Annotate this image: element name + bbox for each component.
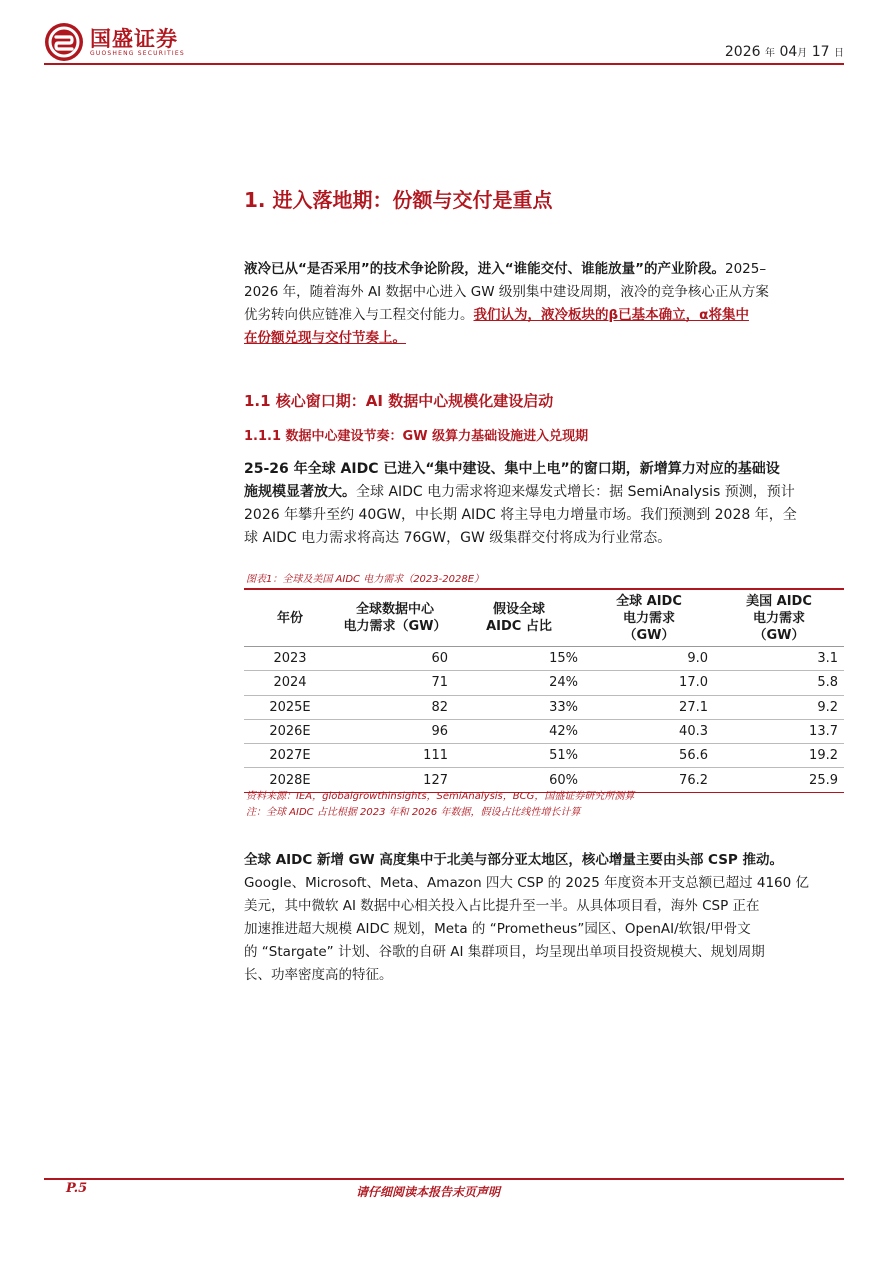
table-row bbox=[244, 647, 844, 671]
cell-year: 2026E bbox=[244, 719, 336, 743]
header-divider bbox=[44, 63, 844, 65]
cell-global-dc: 82 bbox=[336, 695, 454, 719]
logo-mark-icon bbox=[44, 22, 84, 62]
logo-english-name: GUOSHENG SECURITIES bbox=[90, 50, 185, 57]
aidc-power-demand-table bbox=[244, 590, 844, 793]
table-row bbox=[244, 695, 844, 719]
cell-us-aidc: 5.8 bbox=[714, 671, 844, 695]
intro-line-4 bbox=[244, 327, 844, 350]
footer-disclaimer: 请仔细阅读本报告末页声明 bbox=[356, 1185, 501, 1199]
intro-line-1 bbox=[244, 258, 844, 281]
cell-share: 42% bbox=[454, 719, 584, 743]
intro-line-1-rest: 2025– bbox=[725, 261, 767, 277]
cell-share: 60% bbox=[454, 768, 584, 792]
cell-year: 2027E bbox=[244, 744, 336, 768]
company-logo bbox=[44, 20, 194, 64]
cell-year: 2024 bbox=[244, 671, 336, 695]
cell-global-aidc: 9.0 bbox=[584, 647, 714, 671]
date-month-unit: 月 bbox=[797, 48, 808, 59]
intro-line-2: 2026 年，随着海外 AI 数据中心进入 GW 级别集中建设周期，液冷的竞争核心正从方案 bbox=[244, 284, 769, 300]
intro-highlight-2: 在份额兑现与交付节奏上。 bbox=[244, 330, 406, 346]
csp-bold-text: 全球 AIDC 新增 GW 高度集中于北美与部分亚太地区，核心增量主要由头部 CSP 推动。 bbox=[244, 852, 784, 868]
cell-global-dc: 96 bbox=[336, 719, 454, 743]
aidc-bold-2: 施规模显著放大。 bbox=[244, 484, 356, 500]
csp-line-6: 长、功率密度高的特征。 bbox=[244, 967, 393, 983]
cell-global-dc: 60 bbox=[336, 647, 454, 671]
cell-global-aidc: 17.0 bbox=[584, 671, 714, 695]
cell-us-aidc: 13.7 bbox=[714, 719, 844, 743]
table-header-row bbox=[244, 590, 844, 647]
date-month: 04 bbox=[779, 44, 798, 60]
cell-year: 2025E bbox=[244, 695, 336, 719]
table-row bbox=[244, 744, 844, 768]
aidc-line-2-rest: 全球 AIDC 电力需求将迎来爆发式增长：据 SemiAnalysis 预测，预计 bbox=[356, 484, 795, 500]
cell-us-aidc: 3.1 bbox=[714, 647, 844, 671]
cell-global-aidc: 40.3 bbox=[584, 719, 714, 743]
cell-share: 15% bbox=[454, 647, 584, 671]
aidc-line-1 bbox=[244, 458, 844, 481]
intro-paragraph bbox=[244, 258, 844, 350]
table-note: 注：全球 AIDC 占比根据 2023 年和 2026 年数据，假设占比线性增长计算 bbox=[246, 807, 581, 818]
cell-global-dc: 111 bbox=[336, 744, 454, 768]
date-year: 2026 bbox=[724, 44, 761, 60]
date-day-unit: 日 bbox=[834, 48, 844, 59]
cell-us-aidc: 25.9 bbox=[714, 768, 844, 792]
header-global-aidc-demand: 全球 AIDC 电力需求 （GW） bbox=[584, 590, 714, 647]
aidc-bold-1: 25-26 年全球 AIDC 已进入“集中建设、集中上电”的窗口期，新增算力对应的基础设 bbox=[244, 461, 780, 477]
aidc-line-4: 球 AIDC 电力需求将高达 76GW，GW 级集群交付将成为行业常态。 bbox=[244, 530, 672, 546]
intro-line-3 bbox=[244, 304, 844, 327]
table-caption: 图表1：全球及美国 AIDC 电力需求（2023-2028E） bbox=[246, 574, 485, 585]
report-date bbox=[725, 44, 844, 60]
table-row bbox=[244, 719, 844, 743]
aidc-line-3: 2026 年攀升至约 40GW，中长期 AIDC 将主导电力增量市场。我们预测到 2028 年，全 bbox=[244, 507, 797, 523]
cell-year: 2028E bbox=[244, 768, 336, 792]
footer-divider bbox=[44, 1178, 844, 1180]
csp-paragraph bbox=[244, 849, 844, 987]
page-number: P.5 bbox=[66, 1181, 88, 1196]
cell-us-aidc: 19.2 bbox=[714, 744, 844, 768]
intro-bold-text: 液冷已从“是否采用”的技术争论阶段，进入“谁能交付、谁能放量”的产业阶段。 bbox=[244, 261, 725, 277]
section-heading-1: 1. 进入落地期：份额与交付是重点 bbox=[244, 188, 553, 212]
header-aidc-share: 假设全球 AIDC 占比 bbox=[454, 590, 584, 647]
cell-global-aidc: 56.6 bbox=[584, 744, 714, 768]
cell-global-dc: 71 bbox=[336, 671, 454, 695]
cell-global-aidc: 76.2 bbox=[584, 768, 714, 792]
csp-line-5: 的 “Stargate” 计划、谷歌的自研 AI 集群项目，均呈现出单项目投资规模大、规划周期 bbox=[244, 944, 765, 960]
cell-year: 2023 bbox=[244, 647, 336, 671]
cell-global-aidc: 27.1 bbox=[584, 695, 714, 719]
section-heading-1-1-1: 1.1.1 数据中心建设节奏：GW 级算力基础设施进入兑现期 bbox=[244, 429, 589, 444]
table-row bbox=[244, 671, 844, 695]
cell-share: 33% bbox=[454, 695, 584, 719]
csp-line-2: Google、Microsoft、Meta、Amazon 四大 CSP 的 2025 年度资本开支总额已超过 4160 亿 bbox=[244, 875, 810, 891]
csp-line-1 bbox=[244, 849, 844, 872]
cell-share: 24% bbox=[454, 671, 584, 695]
cell-share: 51% bbox=[454, 744, 584, 768]
aidc-line-2 bbox=[244, 481, 844, 504]
intro-highlight-1: 我们认为，液冷板块的β已基本确立，α将集中 bbox=[473, 307, 749, 323]
section-heading-1-1: 1.1 核心窗口期：AI 数据中心规模化建设启动 bbox=[244, 392, 554, 410]
header-year: 年份 bbox=[244, 590, 336, 647]
header-global-dc-demand: 全球数据中心 电力需求（GW） bbox=[336, 590, 454, 647]
csp-line-4: 加速推进超大规模 AIDC 规划，Meta 的 “Prometheus”园区、OpenAI/软银/甲骨文 bbox=[244, 921, 751, 937]
logo-chinese-name: 国盛证券 bbox=[90, 27, 178, 51]
csp-line-3: 美元，其中微软 AI 数据中心相关投入占比提升至一半。从具体项目看，海外 CSP 正在 bbox=[244, 898, 760, 914]
date-day: 17 bbox=[811, 44, 830, 60]
cell-global-dc: 127 bbox=[336, 768, 454, 792]
intro-line-3-plain: 优劣转向供应链准入与工程交付能力。 bbox=[244, 307, 474, 323]
cell-us-aidc: 9.2 bbox=[714, 695, 844, 719]
aidc-paragraph bbox=[244, 458, 844, 550]
date-year-unit: 年 bbox=[764, 48, 775, 59]
header-us-aidc-demand: 美国 AIDC 电力需求 （GW） bbox=[714, 590, 844, 647]
table-source: 资料来源：IEA，globalgrowthinsights，SemiAnalysis，BCG，国盛证券研究所测算 bbox=[246, 791, 635, 802]
